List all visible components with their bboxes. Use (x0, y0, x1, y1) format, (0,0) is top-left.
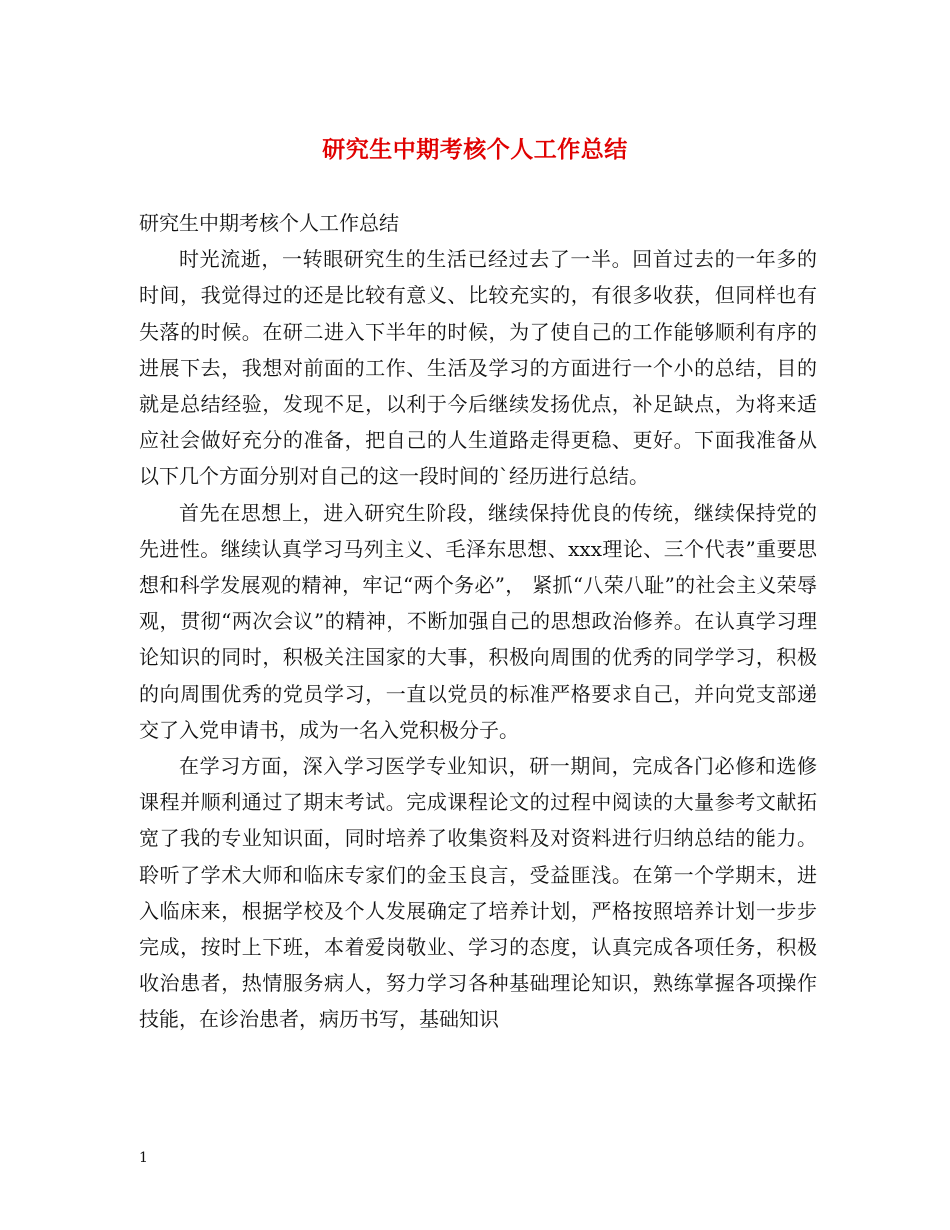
paragraph: 在学习方面，深入学习医学专业知识，研一期间，完成各门必修和选修课程并顺利通过了期末考试。完成课程论文的过程中阅读的大量参考文献拓宽了我的专业知识面，同时培养了收集资料及对资料进行归纳总结的能力。聆听了学术大师和临床专家们的金玉良言，受益匪浅。在第一个学期末，进入临床来，根据学校及个人发展确定了培养计划，严格按照培养计划一步步完成，按时上下班，本着爱岗敬业、学习的态度，认真完成各项任务，积极收治患者，热情服务病人，努力学习各种基础理论知识，熟练掌握各项操作技能，在诊治患者，病历书写，基础知识 (139, 754, 817, 1032)
paragraph: 时光流逝，一转眼研究生的生活已经过去了一半。回首过去的一年多的时间，我觉得过的还是比较有意义、比较充实的，有很多收获，但同样也有失落的时候。在研二进入下半年的时候，为了使自己的工作能够顺利有序的进展下去，我想对前面的工作、生活及学习的方面进行一个小的总结，目的就是总结经验，发现不足，以利于今后继续发扬优点，补足缺点，为将来适应社会做好充分的准备，把自己的人生道路走得更稳、更好。下面我准备从以下几个方面分别对自己的这一段时间的`经历进行总结。 (139, 247, 817, 489)
page-number: 1 (139, 1150, 148, 1166)
document-title: 研究生中期考核个人工作总结 (322, 136, 628, 163)
paragraph: 首先在思想上，进入研究生阶段，继续保持优良的传统，继续保持党的先进性。继续认真学习马列主义、毛泽东思想、xxx理论、三个代表”重要思想和科学发展观的精神，牢记“两个务必”， 紧抓“八荣八耻”的社会主义荣辱观，贯彻“两次会议”的精神，不断加强自己的思想政治修养。在认真学习理论知识的同时，积极关注国家的大事，积极向周围的优秀的同学学习，积极的向周围优秀的党员学习，一直以党员的标准严格要求自己，并向党支部递交了入党申请书，成为一名入党积极分子。 (139, 500, 817, 742)
document-subtitle: 研究生中期考核个人工作总结 (139, 211, 399, 235)
document-body (139, 205, 817, 1038)
